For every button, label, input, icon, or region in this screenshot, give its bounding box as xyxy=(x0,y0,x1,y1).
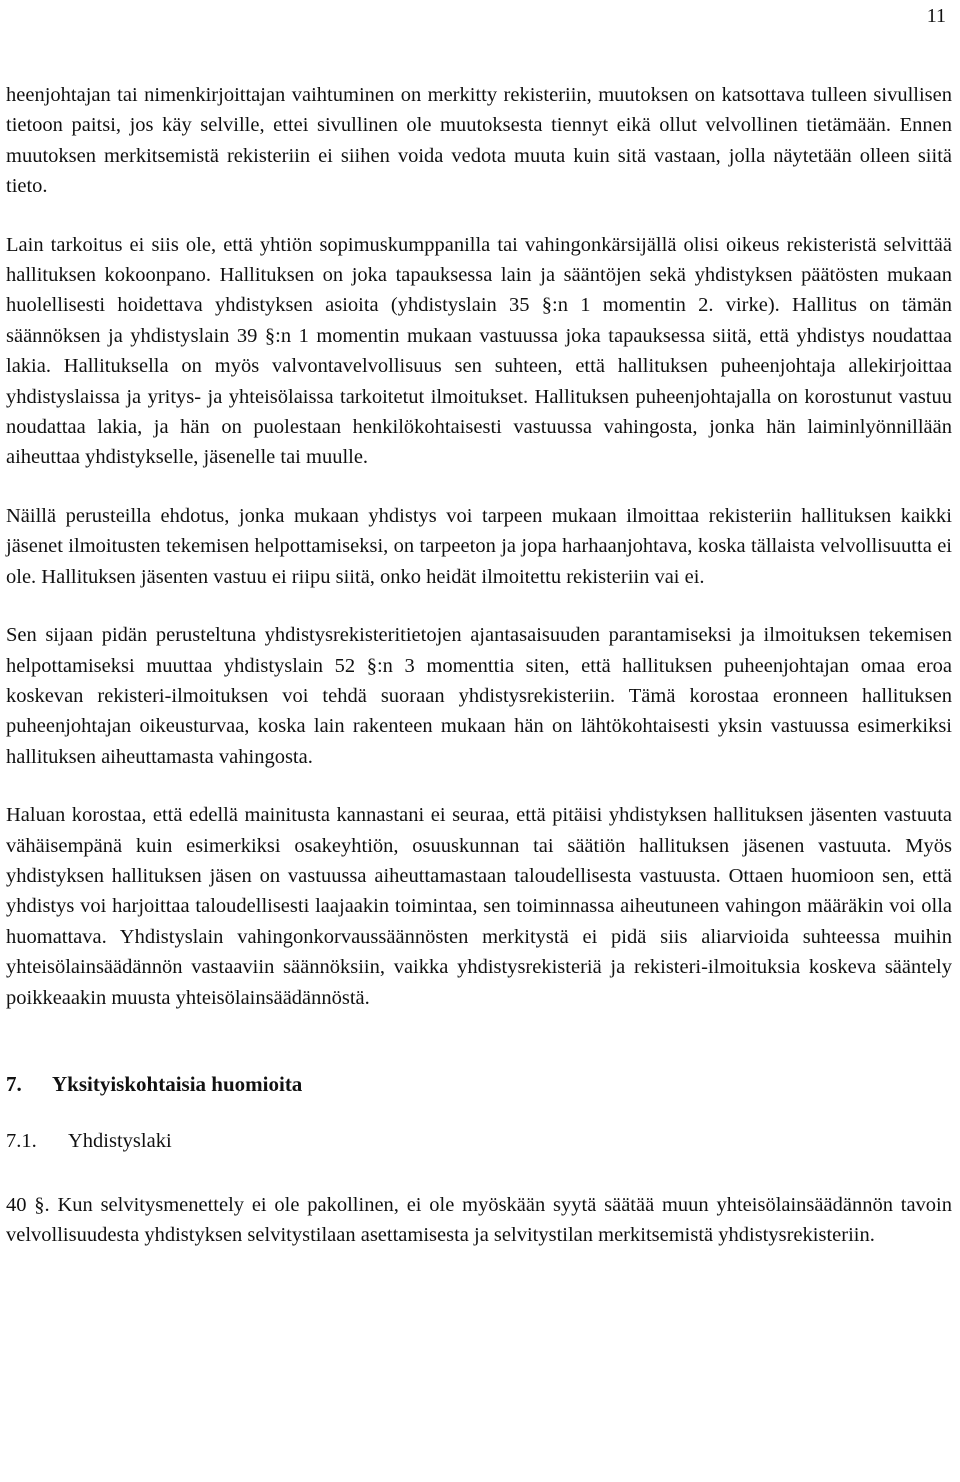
section-paragraph xyxy=(6,1190,952,1251)
page-number: 11 xyxy=(926,5,946,27)
paragraph xyxy=(6,620,952,772)
section-number: 7. xyxy=(6,1071,22,1096)
paragraph-text: 40 §. Kun selvitysmenettely ei ole pakollinen, ei ole myöskään syytä säätää muun yhteisölainsäädännön tavoin velvollisuudesta yhdistyksen selvitystilaan asettamisesta ja selvitystilan merkitsemistä yhdistysrekisteriin. xyxy=(6,1193,952,1247)
paragraph-text: heenjohtajan tai nimenkirjoittajan vaihtuminen on merkitty rekisteriin, muutoksen on katsottava tulleen sivullisen tietoon paitsi, jos käy selville, ettei sivullinen ole muutoksesta tiennyt eikä ollut velvollinen tietämään. Ennen muutoksen merkitsemistä rekisteriin ei siihen voida vedota muuta kuin sitä vastaan, jolla näytetään olleen siitä tieto. xyxy=(6,84,952,198)
paragraph xyxy=(6,501,952,592)
subsection-heading xyxy=(6,1126,952,1156)
subsection-title: Yhdistyslaki xyxy=(68,1129,172,1152)
document-body xyxy=(6,80,952,1279)
paragraph xyxy=(6,80,952,202)
paragraph-text: Lain tarkoitus ei siis ole, että yhtiön sopimuskumppanilla tai vahingonkärsijällä olisi oikeus rekisteristä selvittää hallituksen kokoonpano. Hallituksen on joka tapauksessa lain ja sääntöjen sekä yhdistyksen päätösten mukaan huolellisesti hoidettava yhdistyksen asioita (yhdistyslain 35 §:n 1 momentin 2. virke). Hallitus on tämän säännöksen ja yhdistyslain 39 §:n 1 momentin mukaan vastuussa joka tapauksessa siitä, että yhdistys noudattaa lakia. Hallituksella on myös valvontavelvollisuus sen suhteen, että hallituksen puheenjohtaja allekirjoittaa yhdistyslaissa ja yritys- ja yhteisölaissa tarkoitetut ilmoitukset. Hallituksen puheenjohtajalla on korostunut vastuu noudattaa lakia, ja hän on puolestaan henkilökohtaisesti vastuussa vahingosta, jonka hän laiminlyönnillään aiheuttaa yhdistykselle, jäsenelle tai muulle. xyxy=(6,233,952,469)
paragraph-text: Sen sijaan pidän perusteltuna yhdistysrekisteritietojen ajantasaisuuden parantamiseksi ja ilmoituksen tekemisen helpottamiseksi muuttaa yhdistyslain 52 §:n 3 momenttia siten, että hallituksen puheenjohtajan omaa eroa koskevan rekisteri-ilmoituksen voi tehdä suoraan yhdistysrekisteriin. Tämä korostaa eronneen hallituksen puheenjohtajan oikeusturvaa, koska lain rakenteen mukaan hän on lähtökohtaisesti yksin vastuussa esimerkiksi hallituksen aiheuttamasta vahingosta. xyxy=(6,624,952,768)
paragraph xyxy=(6,800,952,1013)
subsection-number: 7.1. xyxy=(6,1129,37,1152)
paragraph-text: Haluan korostaa, että edellä mainitusta kannastani ei seuraa, että pitäisi yhdistyksen hallituksen jäsenten vastuuta vähäisempänä kuin esimerkiksi osakeyhtiön, osuuskunnan tai säätiön hallituksen jäsenen vastuuta. Myös yhdistyksen hallituksen jäsen on vastuussa aiheuttamastaan taloudellisesta vastuusta. Ottaen huomioon sen, että yhdistys voi harjoittaa taloudellisesti laajaakin toimintaa, sen toiminnassa aiheutuneen vahingon määräkin voi olla huomattava. Yhdistyslain vahingonkorvaussäännösten merkitystä ei pidä siis aliarvioida suhteessa muihin yhteisölainsäädännön vastaaviin säännöksiin, vaikka yhdistysrekisteriä ja rekisteri-ilmoituksia koskeva sääntely poikkeaakin muusta yhteisölainsäädännöstä. xyxy=(6,804,952,1009)
section-title: Yksityiskohtaisia huomioita xyxy=(52,1071,303,1096)
paragraph xyxy=(6,230,952,473)
paragraph-text: Näillä perusteilla ehdotus, jonka mukaan yhdistys voi tarpeen mukaan ilmoittaa rekisteriin hallituksen kaikki jäsenet ilmoitusten tekemisen helpottamiseksi, on tarpeeton ja jopa harhaanjohtava, koska tällaista velvollisuutta ei ole. Hallituksen jäsenten vastuu ei riipu siitä, onko heidät ilmoitettu rekisteriin vai ei. xyxy=(6,504,952,588)
section-heading xyxy=(6,1069,952,1099)
